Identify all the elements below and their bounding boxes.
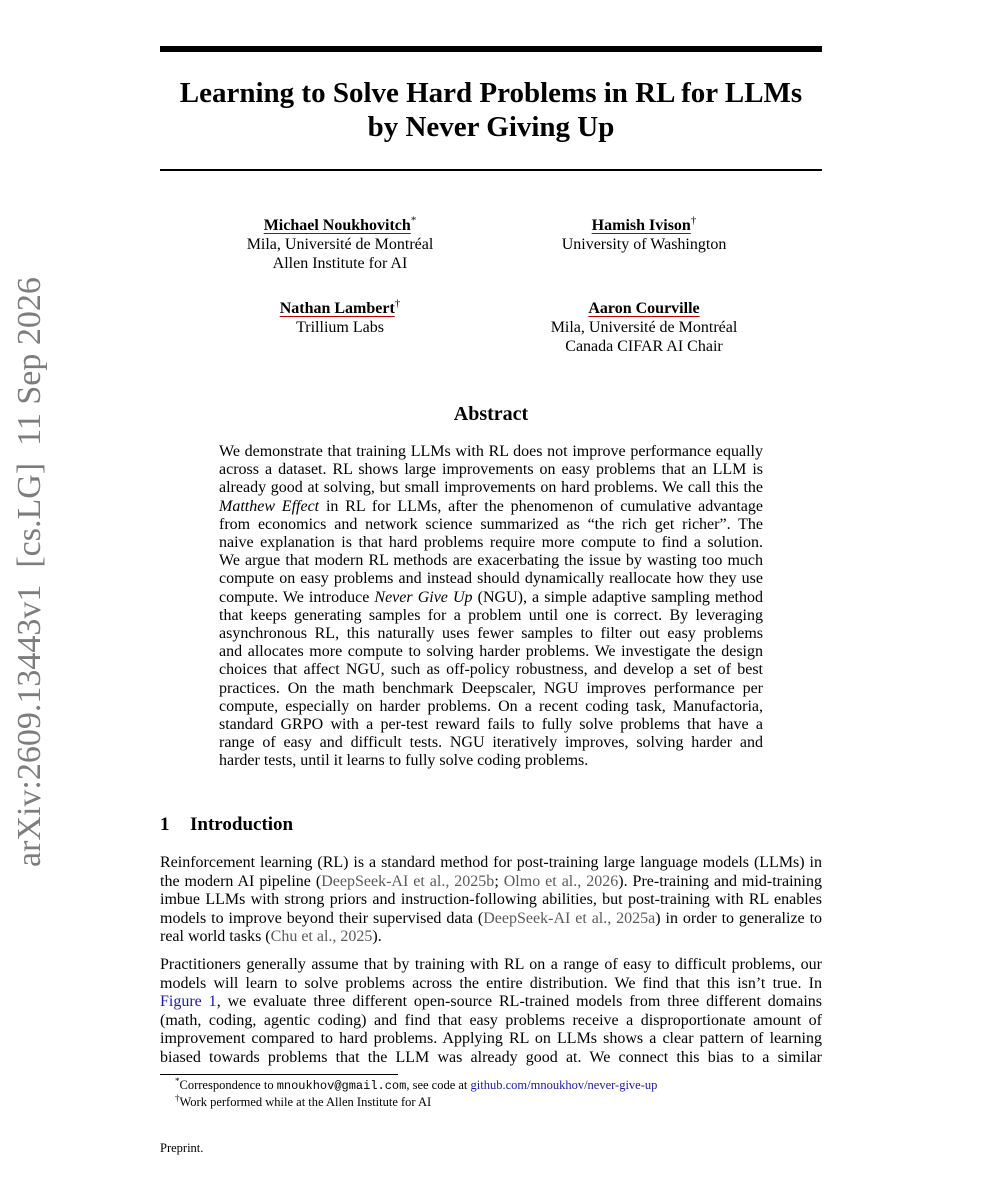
abstract-line: choices that affect NGU, such as off-policy robustness, and develop a set of best — [219, 661, 763, 679]
paragraph-line: imbue LLMs with strong priors and instruction-following abilities, but post-training with RL enables — [160, 891, 822, 909]
code-repo-link[interactable]: github.com/mnoukhov/never-give-up — [470, 1078, 658, 1092]
author-block — [514, 216, 774, 254]
author-mark: † — [690, 214, 697, 227]
author-block — [210, 299, 470, 337]
figure-reference-link[interactable]: Figure 1 — [160, 993, 217, 1011]
section-number: 1 — [160, 814, 170, 835]
citation-link[interactable]: DeepSeek-AI et al., 2025b — [321, 872, 495, 890]
author-affiliation: Trillium Labs — [296, 319, 384, 336]
title-line-1: Learning to Solve Hard Problems in RL for LLMs — [179, 77, 803, 109]
author-affiliation: Allen Institute for AI — [272, 255, 408, 272]
intro-paragraph-2 — [160, 956, 822, 1068]
abstract-line: compute. We introduce Never Give Up (NGU), a simple adaptive sampling method — [219, 588, 763, 606]
title-top-rule — [160, 46, 822, 52]
abstract-line: standard GRPO with a per-test reward fails to fully solve problems that have a — [219, 716, 763, 734]
paragraph-line: Reinforcement learning (RL) is a standard method for post-training large language models (LLMs) in — [160, 854, 822, 871]
paragraph-line: improvement compared to hard problems. Applying RL on LLMs shows a clear pattern of learning — [160, 1030, 822, 1048]
footnote-correspondence: *Correspondence to mnoukhov@gmail.com, see code at github.com/mnoukhov/never-give-up — [175, 1075, 658, 1093]
author-name[interactable]: Michael Noukhovitch — [263, 217, 411, 234]
abstract-italic-term: Matthew Effect — [219, 497, 320, 515]
abstract-line: that keeps generating samples for a problem until one is correct. By leveraging — [219, 606, 763, 624]
footnote-affiliation: †Work performed while at the Allen Institute for AI — [175, 1092, 432, 1109]
author-affiliation: Mila, Université de Montréal — [550, 319, 738, 336]
preprint-label: Preprint. — [160, 1141, 204, 1155]
citation-link[interactable]: DeepSeek-AI et al., 2025a — [483, 909, 656, 927]
abstract-line: asynchronous RL, this naturally uses fewer samples to filter out easy problems — [219, 625, 763, 643]
author-block — [514, 299, 774, 356]
abstract-line: across a dataset. RL shows large improvements on easy problems that an LLM is — [219, 461, 763, 479]
arxiv-id: arXiv:2609.13443v1 — [11, 584, 48, 867]
footnote-mark: * — [175, 1075, 180, 1086]
abstract-line: and allocates more compute to solving harder problems. We investigate the design — [219, 643, 763, 661]
author-name[interactable]: Aaron Courville — [588, 300, 700, 317]
intro-paragraph-1 — [160, 854, 822, 947]
section-heading — [160, 814, 293, 836]
paper-title — [160, 76, 822, 144]
abstract-italic-term: Never Give Up — [374, 588, 473, 606]
abstract-line: practices. On the math benchmark Deepscaler, NGU improves performance per — [219, 679, 763, 697]
section-title: Introduction — [190, 814, 294, 835]
abstract-line: already good at solving, but small improvements on hard problems. We call this the — [219, 479, 763, 497]
arxiv-category: [cs.LG] — [11, 462, 48, 568]
author-mark: † — [394, 297, 401, 310]
abstract-line: We demonstrate that training LLMs with RL does not improve performance equally — [219, 443, 763, 460]
abstract-heading: Abstract — [453, 403, 529, 425]
title-line-2: by Never Giving Up — [367, 111, 615, 143]
paragraph-line: the modern AI pipeline (DeepSeek-AI et al., 2025b; Olmo et al., 2026). Pre-training and mid-training — [160, 872, 823, 890]
abstract-line: compute on easy problems and instead should dynamically reallocate how they use — [219, 570, 763, 588]
author-affiliation: University of Washington — [561, 236, 727, 253]
author-affiliation: Canada CIFAR AI Chair — [565, 338, 723, 355]
paragraph-line: Figure 1, we evaluate three different open-source RL-trained models from three different domains — [160, 993, 823, 1011]
abstract-line: We argue that modern RL methods are exacerbating the issue by wasting too much — [219, 552, 763, 570]
abstract-line: harder tests, until it learns to fully solve coding problems. — [219, 752, 589, 770]
author-name[interactable]: Nathan Lambert — [279, 300, 395, 317]
paragraph-line: biased towards problems that the LLM was already good at. We connect this bias to a similar — [160, 1048, 822, 1066]
citation-link[interactable]: Chu et al., 2025 — [270, 928, 373, 946]
author-affiliation: Mila, Université de Montréal — [246, 236, 434, 253]
abstract-body — [219, 443, 763, 771]
title-bottom-rule — [160, 169, 822, 171]
footnote-mark: † — [175, 1092, 180, 1103]
abstract-line: from economics and network science summarized as “the rich get richer”. The — [219, 515, 763, 533]
email-address[interactable]: mnoukhov@gmail.com — [276, 1079, 407, 1093]
paragraph-line: real world tasks (Chu et al., 2025). — [160, 928, 382, 946]
paragraph-line: models will learn to solve problems across the entire distribution. We find that this isn’t true. In — [160, 974, 822, 992]
paragraph-line: models to improve beyond their supervised data (DeepSeek-AI et al., 2025a) in order to generalize to — [160, 909, 823, 927]
author-mark: * — [410, 214, 417, 227]
abstract-line: naive explanation is that hard problems require more compute to find a solution. — [219, 534, 763, 552]
abstract-line: range of easy and difficult tests. NGU iteratively improves, solving harder and — [219, 734, 763, 752]
arxiv-stamp — [10, 277, 50, 867]
abstract-line: compute, especially on harder problems. On a recent coding task, Manufactoria, — [219, 697, 763, 715]
author-block — [210, 216, 470, 273]
arxiv-date: 11 Sep 2026 — [11, 277, 48, 446]
paragraph-line: (math, coding, agentic coding) and find that easy problems receive a disproportionate amount of — [160, 1011, 822, 1029]
paragraph-line: Practitioners generally assume that by training with RL on a range of easy to difficult problems, our — [160, 956, 822, 973]
author-name[interactable]: Hamish Ivison — [591, 217, 691, 234]
citation-link[interactable]: Olmo et al., 2026 — [503, 872, 619, 890]
footnote-rule — [160, 1074, 398, 1075]
abstract-line: Matthew Effect in RL for LLMs, after the phenomenon of cumulative advantage — [219, 497, 763, 515]
